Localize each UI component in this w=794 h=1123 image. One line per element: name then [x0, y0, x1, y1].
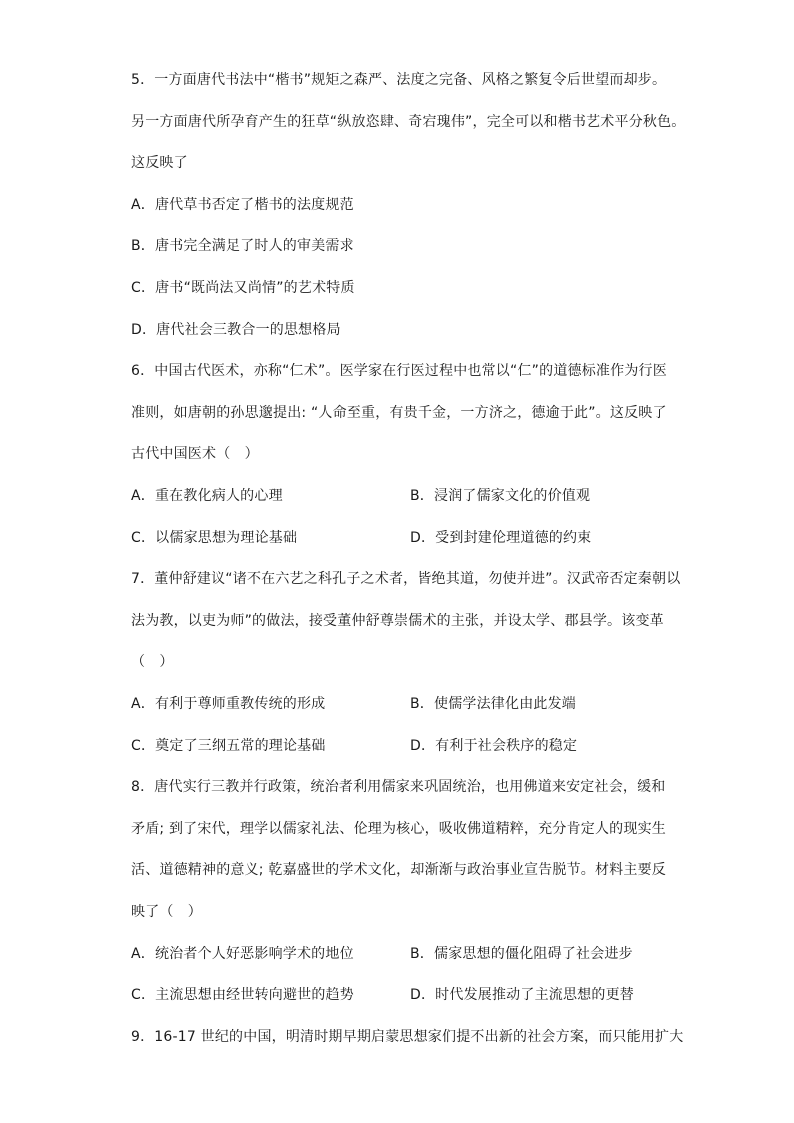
question-8-stem-line-4: 映了（ ） — [131, 904, 202, 920]
question-7-option-a: A．有利于尊师重教传统的形成 — [131, 696, 326, 712]
question-8-option-b: B．儒家思想的僵化阻碍了社会进步 — [410, 946, 633, 962]
question-5-option-d: D．唐代社会三教合一的思想格局 — [131, 322, 341, 338]
question-8-stem-line-3: 活、道德精神的意义; 乾嘉盛世的学术文化，却渐渐与政治事业宣告脱节。材料主要反 — [131, 862, 666, 878]
question-5-stem-line-2: 另一方面唐代所孕育产生的狂草“纵放恣肆、奇宕瑰伟”，完全可以和楷书艺术平分秋色。 — [131, 114, 686, 130]
question-5-option-c: C．唐书“既尚法又尚情”的艺术特质 — [131, 280, 355, 296]
question-8-option-d: D．时代发展推动了主流思想的更替 — [410, 987, 634, 1003]
question-6-option-b: B．浸润了儒家文化的价值观 — [410, 488, 591, 504]
question-7-option-d: D．有利于社会秩序的稳定 — [410, 738, 578, 754]
question-5-option-a: A．唐代草书否定了楷书的法度规范 — [131, 197, 354, 213]
question-6-option-c: C．以儒家思想为理论基础 — [131, 530, 298, 546]
question-7-stem-line-1: 7．董仲舒建议“诸不在六艺之科孔子之术者，皆绝其道，勿使并进”。汉武帝否定秦朝以 — [131, 571, 681, 587]
question-8-option-c: C．主流思想由经世转向避世的趋势 — [131, 987, 354, 1003]
question-6-stem-line-2: 准则，如唐朝的孙思邈提出: “人命至重，有贵千金，一方济之，德逾于此”。这反映了 — [131, 405, 667, 421]
question-5-stem-line-1: 5．一方面唐代书法中“楷书”规矩之森严、法度之完备、风格之繁复令后世望而却步。 — [131, 72, 667, 88]
question-8-option-a: A．统治者个人好恶影响学术的地位 — [131, 946, 354, 962]
question-6-option-a: A．重在教化病人的心理 — [131, 488, 283, 504]
question-6-option-d: D．受到封建伦理道德的约束 — [410, 530, 592, 546]
question-6-stem-line-1: 6．中国古代医术，亦称“仁术”。医学家在行医过程中也常以“仁”的道德标准作为行医 — [131, 363, 667, 379]
question-5-stem-line-3: 这反映了 — [131, 155, 188, 171]
question-5-option-b: B．唐书完全满足了时人的审美需求 — [131, 238, 354, 254]
question-8-stem-line-2: 矛盾; 到了宋代，理学以儒家礼法、伦理为核心，吸收佛道精粹，充分肯定人的现实生 — [131, 821, 666, 837]
question-7-stem-line-2: 法为教，以吏为师”的做法，接受董仲舒尊崇儒术的主张，并设太学、郡县学。该变革 — [131, 613, 664, 629]
question-6-stem-line-3: 古代中国医术（ ） — [131, 446, 259, 462]
question-7-option-b: B．使儒学法律化由此发端 — [410, 696, 577, 712]
question-7-stem-line-3: （ ） — [131, 654, 174, 670]
question-7-option-c: C．奠定了三纲五常的理论基础 — [131, 738, 326, 754]
question-9-stem-line-1: 9．16-17 世纪的中国，明清时期早期启蒙思想家们提不出新的社会方案，而只能用扩大 — [131, 1029, 684, 1045]
question-8-stem-line-1: 8．唐代实行三教并行政策，统治者利用儒家来巩固统治，也用佛道来安定社会，缓和 — [131, 779, 666, 795]
